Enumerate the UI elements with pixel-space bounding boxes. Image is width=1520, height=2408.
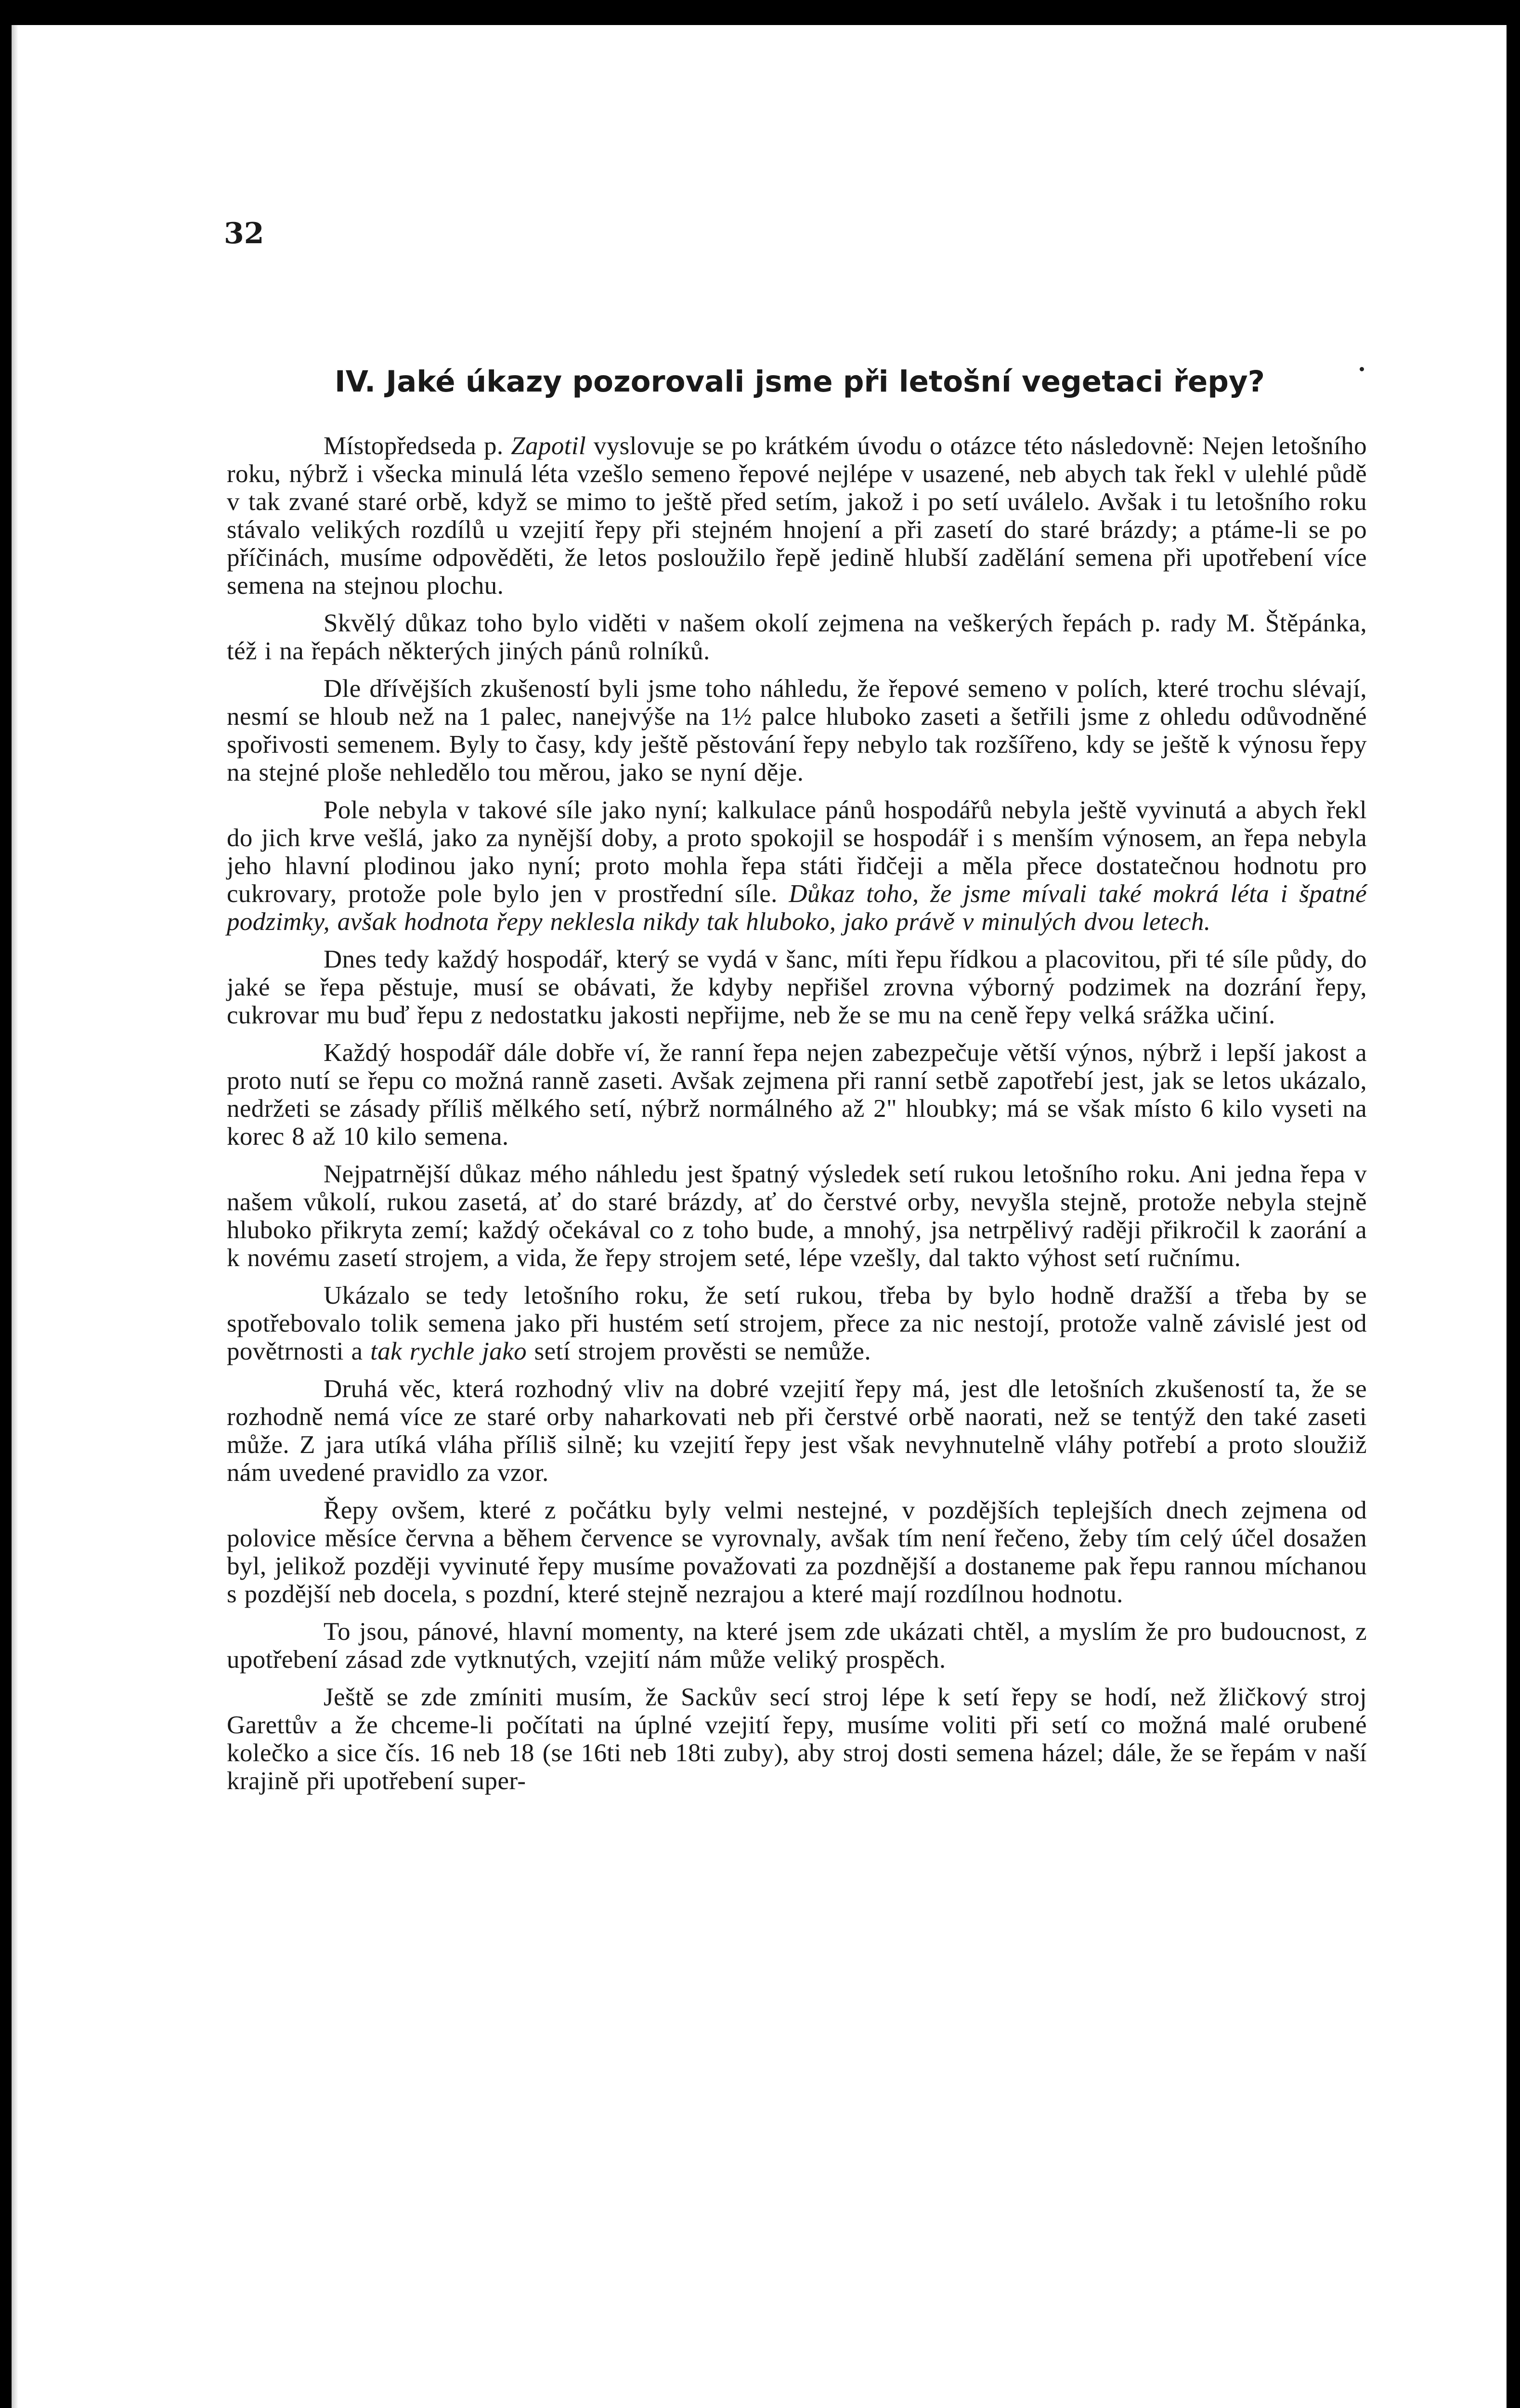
paragraph-9: Druhá věc, která rozhodný vliv na dobré vzejití řepy má, jest dle letošních zkušeností ta, že se rozhodně nemá více ze staré orby naharkovati neb při čerstvé orbě naorati, než se tentýž den také zaseti může. Z jara utíká vláha příliš silně; ku vzejití řepy jest však nevyhnutelně vláhy potřebí a proto sloužiž nám uvedené pravidlo za vzor. [227,1375,1367,1487]
paragraph-8 [227,1282,1367,1365]
paragraph-8-lead: Ukázalo se tedy letošního roku, že setí rukou, třeba by bylo hodně dražší a třeba by se spotřebovalo tolik semena jako při hustém setí strojem, přece za nic nestojí, protože valně závislé jest od povětrnosti a [227,1282,1367,1365]
paragraph-2: Skvělý důkaz toho bylo viděti v našem okolí zejmena na veškerých řepách p. rady M. Štěpánka, též i na řepách některých jiných pánů rolníků. [227,609,1367,665]
paragraph-11: To jsou, pánové, hlavní momenty, na které jsem zde ukázati chtěl, a myslím že pro budoucnost, z upotřebení zásad zde vytknutých, vzejití nám může veliký prospěch. [227,1618,1367,1674]
speaker-name: Zapotil [511,432,586,460]
paragraph-7: Nejpatrnější důkaz mého náhledu jest špatný výsledek setí rukou letošního roku. Ani jedna řepa v našem vůkolí, rukou zasetá, ať do staré brázdy, ať do čerstvé orby, nevyšla stejně, protože nebyla stejně hluboko přikryta zemí; každý očekával co z toho bude, a mnohý, jsa netrpělivý raději přikročil k zaorání a k novému zasetí strojem, a vida, že řepy strojem seté, lépe vzešly, dal takto výhost setí ručnímu. [227,1160,1367,1272]
paragraph-5: Dnes tedy každý hospodář, který se vydá v šanc, míti řepu řídkou a placovitou, při té síle půdy, do jaké se řepa pěstuje, musí se obávati, že kdyby nepřišel zrovna výborný podzimek na dozrání řepy, cukrovar mu buď řepu z nedostatku jakosti nepřijme, neb že se mu na ceně řepy velká srážka učiní. [227,945,1367,1029]
paragraph-1-lead: Místopředseda p. [324,432,511,460]
print-speck [1360,367,1364,371]
paragraph-1-rest: vyslovuje se po krátkém úvodu o otázce této následovně: Nejen letošního roku, nýbrž i všecka minulá léta vzešlo semeno řepové nejlépe v usazené, neb abych tak řekl v ulehlé půdě v tak zvané staré orbě, když se mimo to ještě před setím, jakož i po setí uválelo. Avšak i tu letošního roku stávalo velikých rozdílů u vzejití řepy při stejném hnojení a při zasetí do staré brázdy; a ptáme-li se po příčinách, musíme odpověděti, že letos posloužilo řepě jedině hlubší zadělání semena při upotřebení více semena na stejnou plochu. [227,432,1367,600]
paragraph-4-italic: Důkaz toho, že jsme mívali také mokrá léta i špatné podzimky, avšak hodnota řepy neklesla nikdy tak hluboko, jako právě v minulých dvou letech. [227,880,1367,936]
page-edge-shadow [12,25,18,2408]
paragraph-4-lead: Pole nebyla v takové síle jako nyní; kalkulace pánů hospodářů nebyla ještě vyvinutá a abych řekl do jich krve vešlá, jako za nynější doby, a proto spokojil se hospodář i s menším výnosem, an řepa nebyla jeho hlavní plodinou jako nyní; proto mohla řepa státi řidčeji a měla přece dostatečnou hodnotu pro cukrovary, protože pole bylo jen v prostřední síle. [227,796,1367,908]
paragraph-8-rest: setí strojem prověsti se nemůže. [527,1337,871,1365]
paragraph-6: Každý hospodář dále dobře ví, že ranní řepa nejen zabezpečuje větší výnos, nýbrž i lepší jakost a proto nutí se řepu co možná ranně zaseti. Avšak zejmena při ranní setbě zapotřebí jest, jak se letos ukázalo, nedržeti se zásady příliš mělkého setí, nýbrž normálného až 2" hloubky; má se však místo 6 kilo vyseti na korec 8 až 10 kilo semena. [227,1039,1367,1151]
body-text [227,432,1367,1805]
chapter-title: IV. Jaké úkazy pozorovali jsme při letošní vegetaci řepy? [335,365,1265,399]
page-number: 32 [224,217,264,250]
paragraph-12: Ještě se zde zmíniti musím, že Sackův secí stroj lépe k setí řepy se hodí, než žličkový stroj Garettův a že chceme-li počítati na úplné vzejití řepy, musíme voliti při setí co možná malé orubené kolečko a sice čís. 16 neb 18 (se 16ti neb 18ti zuby), aby stroj dosti semena házel; dále, že se řepám v naší krajině při upotřebení super- [227,1683,1367,1795]
paragraph-4 [227,796,1367,936]
paragraph-10: Řepy ovšem, které z počátku byly velmi nestejné, v pozdějších teplejších dnech zejmena od polovice měsíce června a během července se vyrovnaly, avšak tím není řečeno, žeby tím celý účel dosažen byl, jelikož později vyvinuté řepy musíme považovati za pozdnější a dostaneme pak řepu rannou míchanou s pozdější neb docela, s pozdní, které stejně nezrajou a které mají rozdílnou hodnotu. [227,1496,1367,1608]
document-page [12,25,1507,2408]
paragraph-3: Dle dřívějších zkušeností byli jsme toho náhledu, že řepové semeno v polích, které trochu slévají, nesmí se hloub než na 1 palec, nanejvýše na 1½ palce hluboko zaseti a šetřili jsme z ohledu odůvodněné spořivosti semenem. Byly to časy, kdy ještě pěstování řepy nebylo tak rozšířeno, kdy se ještě k výnosu řepy na stejné ploše nehledělo tou měrou, jako se nyní děje. [227,675,1367,786]
paragraph-8-italic: tak rychle jako [370,1337,527,1365]
paragraph-1 [227,432,1367,600]
